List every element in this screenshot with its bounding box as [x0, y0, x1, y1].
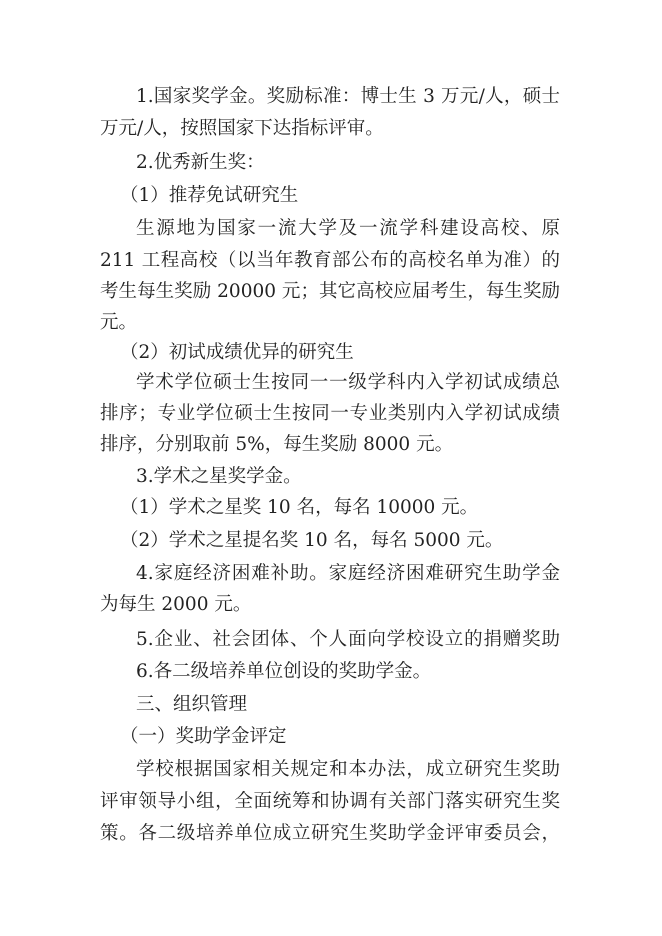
paragraph-line: 4.家庭经济困难补助。家庭经济困难研究生助学金	[136, 563, 560, 584]
paragraph-line: 学校根据国家相关规定和本办法，成立研究生奖助	[136, 759, 560, 780]
paragraph-line: （2）学术之星提名奖 10 名，每名 5000 元。	[120, 530, 504, 551]
paragraph-line: 排序；专业学位硕士生按同一专业类别内入学初试成绩	[100, 403, 560, 424]
paragraph-line: 为每生 2000 元。	[100, 594, 252, 615]
paragraph-line: 元。	[100, 312, 138, 333]
paragraph-line: 211 工程高校（以当年教育部公布的高校名单为准）的	[100, 250, 560, 271]
paragraph-line: 学术学位硕士生按同一一级学科内入学初试成绩总	[136, 372, 560, 393]
paragraph-line: （2）初试成绩优异的研究生	[120, 342, 354, 363]
paragraph-line: 3.学术之星奖学金。	[136, 466, 302, 487]
paragraph-line: 评审领导小组，全面统筹和协调有关部门落实研究生奖	[100, 791, 560, 812]
paragraph-line: 考生每生奖励 20000 元；其它高校应届考生，每生奖励	[100, 281, 560, 302]
paragraph-line: 排序，分别取前 5%，每生奖励 8000 元。	[100, 434, 454, 455]
paragraph-line: 1.国家奖学金。奖励标准：博士生 3 万元/人，硕士	[136, 86, 560, 107]
paragraph-line: 策。各二级培养单位成立研究生奖助学金评审委员会，	[100, 823, 560, 844]
paragraph-line: （一）奖助学金评定	[120, 726, 287, 747]
paragraph-line: 5.企业、社会团体、个人面向学校设立的捐赠奖助	[136, 629, 560, 650]
paragraph-line: 三、组织管理	[136, 694, 248, 715]
paragraph-line: （1）推荐免试研究生	[120, 185, 299, 206]
paragraph-line: 2.优秀新生奖：	[136, 152, 265, 173]
paragraph-line: （1）学术之星奖 10 名，每名 10000 元。	[120, 497, 479, 518]
paragraph-line: 生源地为国家一流大学及一流学科建设高校、原	[136, 218, 560, 239]
paragraph-line: 万元/人，按照国家下达指标评审。	[100, 118, 384, 139]
paragraph-line: 6.各二级培养单位创设的奖助学金。	[136, 661, 432, 682]
